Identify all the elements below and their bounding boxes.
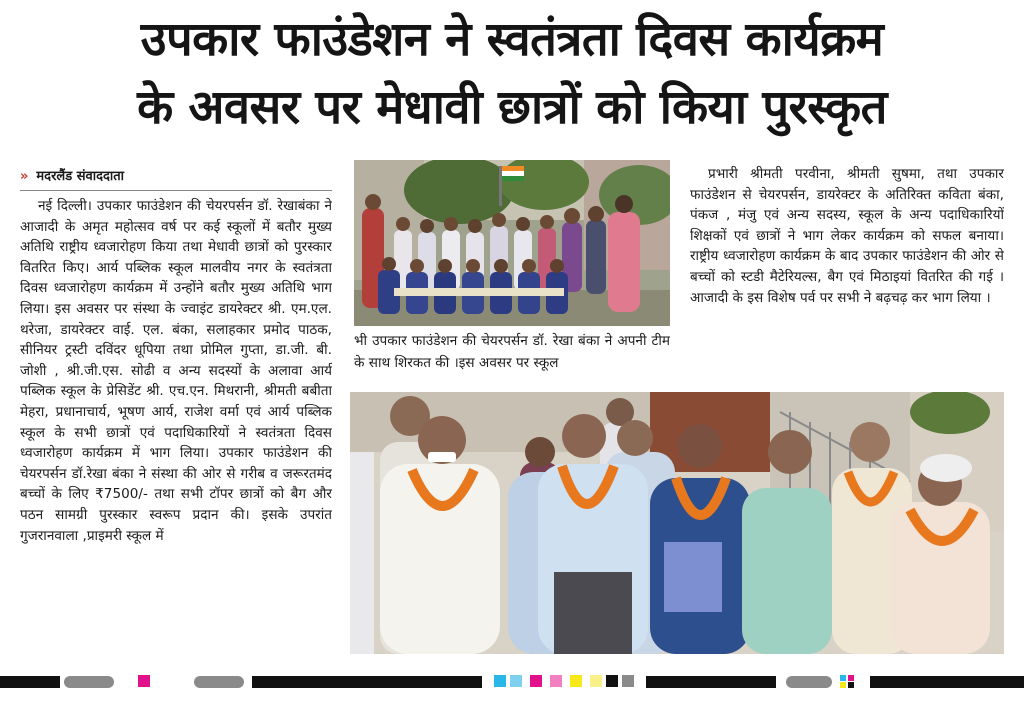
headline [0,0,1024,152]
article-column-1 [20,196,332,658]
registration-dot-icon [840,675,846,681]
print-bar-segment [0,676,60,688]
cyan-swatch-icon [494,675,506,687]
registration-dot-icon [848,675,854,681]
headline-line-1: उपकार फाउंडेशन ने स्वतंत्रता दिवस कार्यक्रम [140,12,884,67]
yellow-swatch-icon [570,675,582,687]
print-bar-segment [646,676,776,688]
byline [20,164,332,191]
print-bar-segment [870,676,1024,688]
photo-caption: भी उपकार फाउंडेशन की चेयरपर्सन डॉ. रेखा बंका ने अपनी टीम के साथ शिरकत की ।इस अवसर पर स्कूल [354,333,670,371]
headline-line-2: के अवसर पर मेधावी छात्रों को किया पुरस्कृत [137,80,887,135]
print-bar-segment [64,676,114,688]
print-bar-segment [252,676,482,688]
light-magenta-swatch-icon [550,675,562,687]
print-bar-segment [786,676,832,688]
magenta-swatch-icon [530,675,542,687]
light-cyan-swatch-icon [510,675,522,687]
photo-dignitaries [350,392,1004,654]
light-yellow-swatch-icon [590,675,602,687]
magenta-swatch-icon [138,675,150,687]
gray-swatch-icon [622,675,634,687]
article-paragraph-3: प्रभारी श्रीमती परवीना, श्रीमती सुषमा, तथा उपकार फाउंडेशन से चेयरपर्सन, डायरेक्टर के अतिरिक्त कविता बंका, पंकज , मंजु एवं अन्य सदस्य, स्कूल के अन्य पदाधिकारियों शिक्षकों एवं छात्रों ने भाग लेकर कार्यक्रम को सफल बनाया। राष्ट्रीय ध्वजारोहण कार्यक्रम के बाद उपकार फाउंडेशन की ओर से बच्चों को स्टडी मैटेरियल्स, बैग एवं मिठाइयां वितरित की गई ।आजादी के इस विशेष पर्व पर सभी ने बढ़चढ़ कर भाग लिया । [690,166,1004,306]
photo-students-group [354,160,670,326]
registration-dot-icon [848,682,854,688]
registration-dot-icon [840,682,846,688]
article-column-3 [690,164,1004,382]
print-bar-segment [194,676,244,688]
byline-text: मदरलैंड संवाददाता [36,169,125,184]
article-paragraph-1: नई दिल्ली। उपकार फाउंडेशन की चेयरपर्सन डॉ. रेखाबंका ने आजादी के अमृत महोत्सव वर्ष पर कई स्कूलों में बतौर मुख्य अतिथि राष्ट्रीय ध्वजारोहण किया तथा मेधावी छात्रों को पुरस्कार वितरित किए। आर्य पब्लिक स्कूल मालवीय नगर के स्वतंत्रता दिवस ध्वजारोहण कार्यक्रम में उन्होंने बतौर मुख्य अतिथि भाग लिया। इस अवसर पर संस्था के ज्वाइंट डायरेक्टर श्री. एम.एल. थरेजा, डायरेक्टर वाई. एल. बंका, सलाहकार प्रमोद पाठक, सीनियर ट्रस्टी दविंदर धूपिया तथा प्रोमिल गुप्ता, डा.जी. बी. जोशी , श्री.जी.एस. सोढी व अन्य सदस्यों के अलावा आर्य पब्लिक स्कूल के प्रेसिडेंट श्री. एच.एन. मिथरानी, श्रीमती बबीता मेहरा, प्रधानाचार्य, भूषण आर्य, राजेश वर्मा एवं आर्य पब्लिक स्कूल के सभी छात्रों एवं पदाधिकारियों ने स्वतंत्रता दिवस ध्वजारोहण कार्यक्रम में भाग लिया। उपकार फाउंडेशन की चेयरपर्सन डॉ.रेखा बंका ने संस्था की ओर से गरीब व जरूरतमंद बच्चों के लिए ₹7500/- तथा सभी टॉपर छात्रों को बैग और पठन सामग्री पुरस्कार स्वरूप प्रदान की। इसके उपरांत गुजरानवाला ,प्राइमरी स्कूल में [20,198,332,544]
black-swatch-icon [606,675,618,687]
byline-arrow-icon: » [20,169,29,184]
print-registration-bar [0,668,1024,696]
